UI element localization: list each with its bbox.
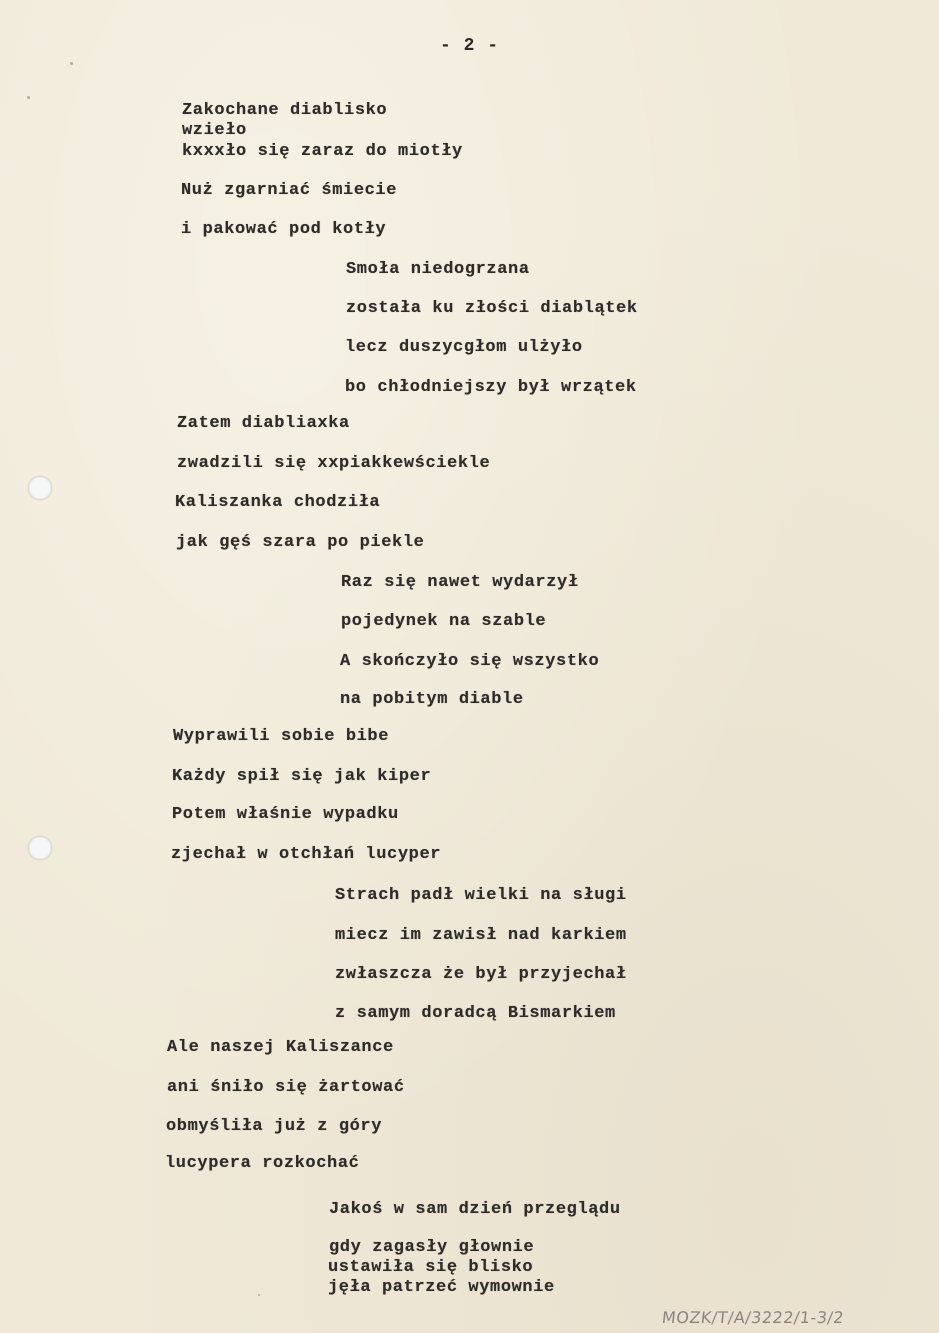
poem-line: ustawiła się blisko bbox=[328, 1258, 534, 1277]
poem-line: zjechał w otchłań lucyper bbox=[171, 845, 442, 864]
paper-speck bbox=[27, 96, 30, 99]
poem-line: zwadzili się xxpiakkewściekle bbox=[177, 454, 491, 473]
poem-line: kxxxło się zaraz do miotły bbox=[182, 142, 463, 161]
page-number: - 2 - bbox=[439, 36, 499, 56]
poem-line: zwłaszcza że był przyjechał bbox=[335, 965, 627, 984]
poem-line: z samym doradcą Bismarkiem bbox=[335, 1004, 616, 1023]
poem-line: Nuż zgarniać śmiecie bbox=[181, 181, 398, 200]
punch-hole-lower bbox=[28, 836, 52, 860]
poem-line: gdy zagasły głownie bbox=[329, 1238, 535, 1257]
paper-speck bbox=[258, 1294, 260, 1296]
poem-line: Każdy spił się jak kiper bbox=[172, 767, 432, 786]
poem-line: została ku złości diablątek bbox=[346, 299, 638, 318]
poem-line: jak gęś szara po piekle bbox=[176, 533, 425, 552]
poem-line: Kaliszanka chodziła bbox=[175, 493, 381, 512]
poem-line: A skończyło się wszystko bbox=[340, 652, 600, 671]
poem-line: i pakować pod kotły bbox=[181, 220, 387, 239]
poem-line: ani śniło się żartować bbox=[167, 1078, 405, 1097]
poem-line: pojedynek na szable bbox=[341, 612, 547, 631]
poem-line: obmyśliła już z góry bbox=[166, 1117, 383, 1136]
poem-line: Ale naszej Kaliszance bbox=[167, 1038, 394, 1057]
poem-line: miecz im zawisł nad karkiem bbox=[335, 926, 627, 945]
poem-line: bo chłodniejszy był wrzątek bbox=[345, 378, 637, 397]
poem-line: lecz duszycgłom ulżyło bbox=[345, 338, 583, 357]
poem-line: Raz się nawet wydarzył bbox=[341, 573, 579, 592]
paper-speck bbox=[70, 62, 73, 65]
poem-line: Jakoś w sam dzień przeglądu bbox=[329, 1200, 621, 1219]
poem-line: wzieło bbox=[182, 121, 247, 140]
poem-line: na pobitym diable bbox=[340, 690, 524, 709]
archive-signature: MOZK/T/A/3222/1-3/2 bbox=[661, 1308, 846, 1327]
poem-line: Potem właśnie wypadku bbox=[172, 805, 399, 824]
poem-line: Zakochane diablisko bbox=[182, 101, 388, 120]
poem-line: Wyprawili sobie bibe bbox=[173, 727, 390, 746]
poem-line: Smoła niedogrzana bbox=[346, 260, 530, 279]
punch-hole-upper bbox=[28, 476, 52, 500]
poem-line: Zatem diabliaxka bbox=[177, 414, 350, 433]
poem-line: Strach padł wielki na sługi bbox=[335, 886, 627, 905]
poem-line: lucypera rozkochać bbox=[165, 1154, 360, 1173]
poem-line: jęła patrzeć wymownie bbox=[328, 1278, 555, 1297]
